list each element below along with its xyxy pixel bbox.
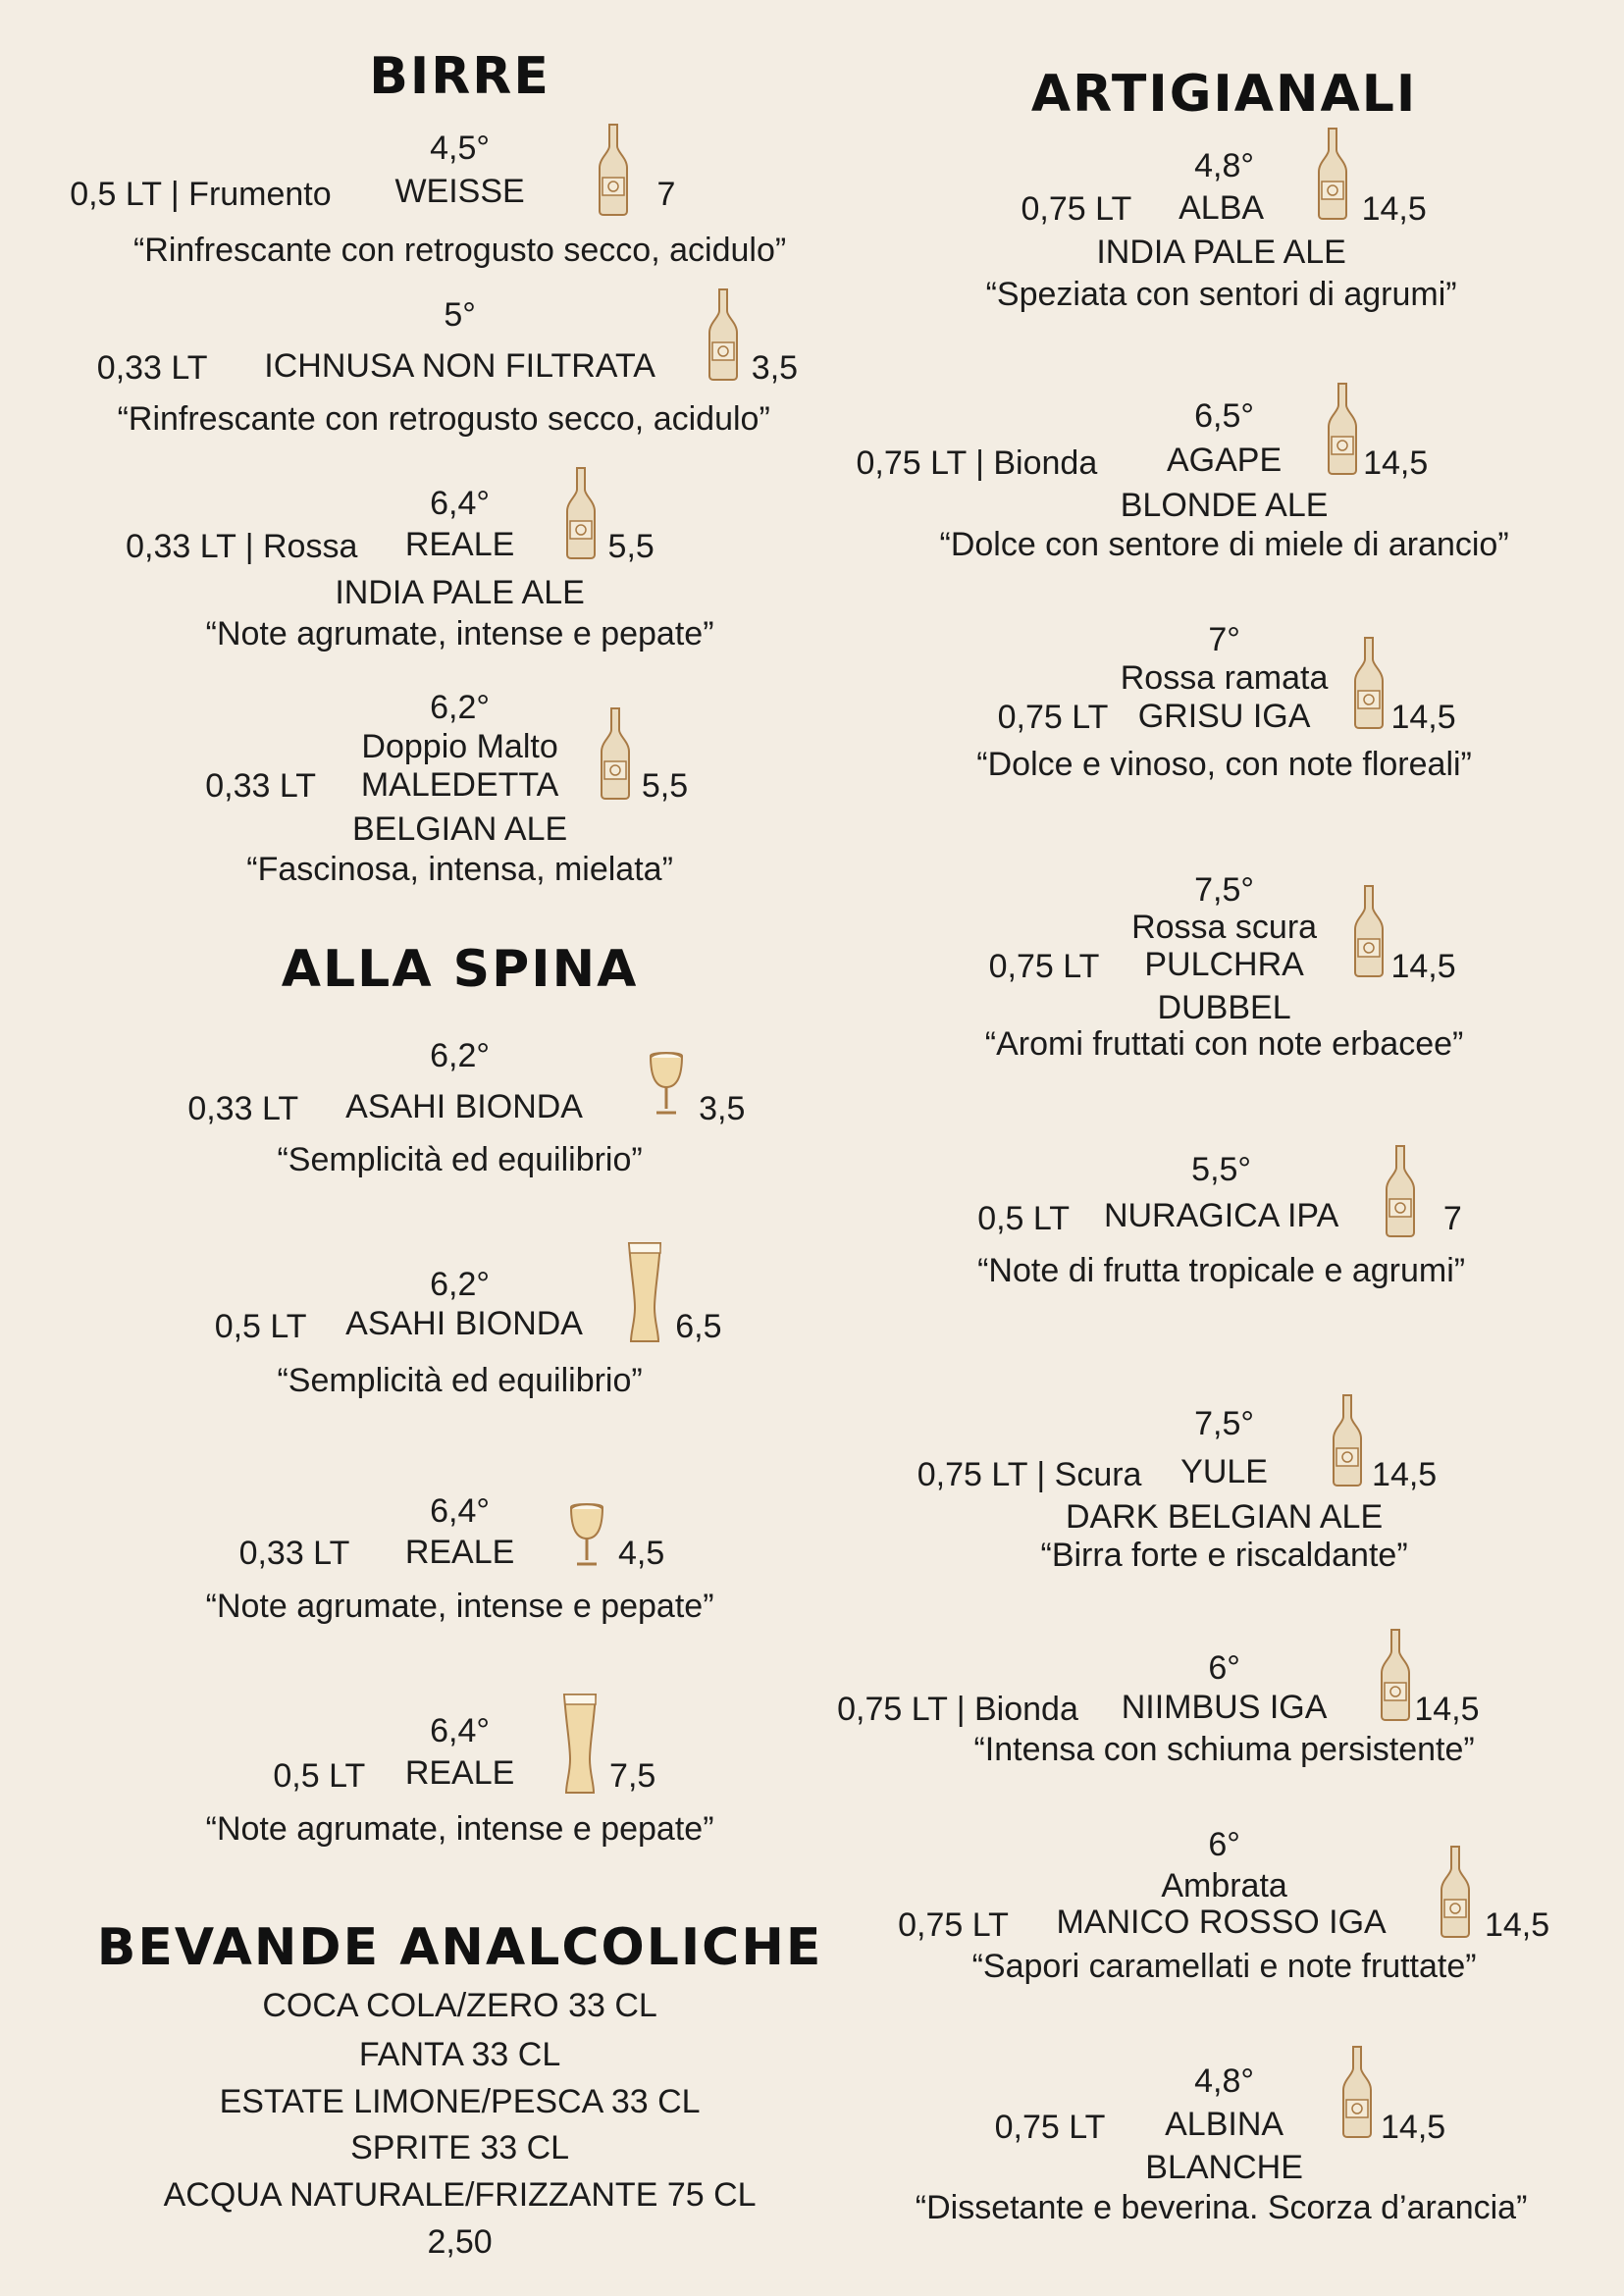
section-title-birre: BIRRE: [369, 46, 550, 106]
item-size: 0,33 LT | Rossa: [126, 527, 358, 565]
item-abv: 5°: [444, 295, 476, 334]
item-name: WEISSE: [394, 173, 525, 211]
item-name: ALBINA: [1165, 2106, 1284, 2144]
item-name: MALEDETTA: [360, 765, 559, 804]
item-abv: 6,2°: [430, 688, 491, 726]
item-desc: “Speziata con sentori di agrumi”: [985, 275, 1457, 313]
item-abv: 6,4°: [430, 1711, 491, 1749]
item-desc: “Dissetante e beverina. Scorza d’arancia”: [915, 2189, 1528, 2227]
item-size: 0,5 LT: [214, 1308, 307, 1346]
item-abv: 6,5°: [1194, 396, 1255, 435]
beer-bottle-icon: [707, 287, 740, 386]
item-size: 0,75 LT | Scura: [917, 1455, 1142, 1493]
item-name: ASAHI BIONDA: [345, 1088, 583, 1126]
item-price: 7,5: [609, 1757, 656, 1796]
item-style: BLONDE ALE: [1120, 486, 1329, 524]
item-name: YULE: [1180, 1452, 1268, 1490]
item-style: DARK BELGIAN ALE: [1066, 1498, 1384, 1537]
item-name: NIIMBUS IGA: [1121, 1689, 1328, 1727]
item-price: 7: [656, 176, 676, 214]
item-size: 0,75 LT: [898, 1906, 1009, 1945]
item-note: Doppio Malto: [361, 728, 558, 766]
item-abv: 6°: [1208, 1648, 1240, 1687]
item-size: 0,33 LT: [205, 767, 317, 806]
beer-bottle-icon: [564, 466, 598, 564]
beer-goblet-icon: [567, 1501, 606, 1574]
beer-goblet-icon: [647, 1050, 686, 1122]
beer-bottle-icon: [1379, 1628, 1412, 1726]
item-desc: “Note agrumate, intense e pepate”: [205, 1809, 714, 1848]
item-name: ALBA: [1179, 188, 1265, 227]
item-abv: 6,4°: [430, 485, 491, 523]
item-abv: 4,8°: [1194, 146, 1255, 184]
item-desc: “Sapori caramellati e note fruttate”: [971, 1948, 1477, 1986]
item-size: 0,5 LT: [273, 1757, 366, 1796]
item-style: BELGIAN ALE: [351, 809, 568, 848]
beer-bottle-icon: [1326, 382, 1359, 480]
item-abv: 4,8°: [1194, 2061, 1255, 2100]
beer-bottle-icon: [1439, 1845, 1472, 1943]
item-price: 14,5: [1372, 1455, 1438, 1493]
item-price: 14,5: [1390, 947, 1456, 985]
item-desc: “Note di frutta tropicale e agrumi”: [977, 1252, 1466, 1290]
item-price: 14,5: [1390, 699, 1456, 737]
item-price: 14,5: [1361, 190, 1427, 229]
item-abv: 7°: [1208, 621, 1240, 659]
item-size: 0,33 LT: [96, 348, 208, 387]
section-title-artigianali: ARTIGIANALI: [1030, 64, 1418, 124]
item-style: DUBBEL: [1157, 988, 1291, 1026]
item-size: 0,75 LT: [988, 947, 1100, 985]
item-note: Ambrata: [1161, 1867, 1287, 1905]
item-abv: 6,4°: [430, 1492, 491, 1531]
item-abv: 6°: [1208, 1826, 1240, 1864]
drink-line: ESTATE LIMONE/PESCA 33 CL: [219, 2082, 701, 2120]
drink-line: SPRITE 33 CL: [350, 2129, 570, 2167]
item-price: 7: [1442, 1199, 1462, 1237]
item-style: BLANCHE: [1145, 2148, 1303, 2186]
item-name: REALE: [404, 1754, 515, 1793]
item-price: 3,5: [699, 1089, 746, 1127]
item-name: REALE: [404, 526, 515, 564]
item-desc: “Note agrumate, intense e pepate”: [205, 1588, 714, 1626]
item-name: NURAGICA IPA: [1103, 1196, 1339, 1234]
item-desc: “Dolce e vinoso, con note floreali”: [976, 745, 1472, 783]
item-size: 0,75 LT: [997, 699, 1109, 737]
beer-bottle-icon: [597, 123, 630, 221]
item-abv: 7,5°: [1194, 871, 1255, 910]
drink-line: 2,50: [427, 2222, 493, 2261]
item-name: GRISU IGA: [1137, 697, 1311, 735]
beer-bottle-icon: [1331, 1393, 1364, 1491]
item-abv: 7,5°: [1194, 1404, 1255, 1442]
item-price: 5,5: [641, 767, 689, 806]
item-abv: 4,5°: [430, 129, 491, 167]
item-size: 0,5 LT: [977, 1199, 1071, 1237]
beer-bottle-icon: [1352, 636, 1386, 734]
item-desc: “Note agrumate, intense e pepate”: [205, 615, 714, 653]
item-price: 14,5: [1414, 1690, 1480, 1728]
item-desc: “Rinfrescante con retrogusto secco, acidulo”: [132, 232, 787, 270]
item-name: AGAPE: [1166, 441, 1283, 479]
item-name: REALE: [404, 1533, 515, 1571]
item-style: INDIA PALE ALE: [1096, 233, 1346, 271]
item-size: 0,33 LT: [187, 1089, 299, 1127]
item-price: 5,5: [607, 527, 655, 565]
item-note: Rossa scura: [1131, 908, 1318, 946]
item-name: ASAHI BIONDA: [345, 1305, 583, 1343]
item-abv: 5,5°: [1191, 1151, 1252, 1189]
item-size: 0,5 LT | Frumento: [70, 176, 332, 214]
item-price: 14,5: [1484, 1906, 1550, 1945]
item-desc: “Fascinosa, intensa, mielata”: [246, 851, 673, 889]
beer-bottle-icon: [599, 706, 632, 805]
item-price: 6,5: [675, 1308, 722, 1346]
item-size: 0,75 LT | Bionda: [856, 444, 1098, 482]
item-size: 0,33 LT: [238, 1535, 350, 1573]
item-name: ICHNUSA NON FILTRATA: [264, 347, 655, 386]
item-desc: “Aromi fruttati con note erbacee”: [984, 1025, 1464, 1064]
item-size: 0,75 LT | Bionda: [837, 1690, 1078, 1728]
beer-bottle-icon: [1316, 127, 1349, 225]
item-desc: “Intensa con schiuma persistente”: [973, 1731, 1475, 1769]
item-price: 4,5: [618, 1535, 665, 1573]
item-desc: “Semplicità ed equilibrio”: [277, 1362, 643, 1400]
beer-bottle-icon: [1384, 1144, 1417, 1242]
drink-line: ACQUA NATURALE/FRIZZANTE 75 CL: [163, 2176, 757, 2214]
beer-pint-icon: [626, 1239, 663, 1349]
item-note: Rossa ramata: [1120, 658, 1329, 697]
item-price: 3,5: [751, 348, 799, 387]
item-size: 0,75 LT: [994, 2109, 1106, 2147]
section-title-bevande-analcoliche: BEVANDE ANALCOLICHE: [96, 1917, 823, 1977]
item-size: 0,75 LT: [1021, 190, 1132, 229]
beer-pint-icon: [561, 1691, 599, 1800]
item-desc: “Birra forte e riscaldante”: [1040, 1536, 1408, 1574]
item-abv: 6,2°: [430, 1036, 491, 1074]
item-desc: “Dolce con sentore di miele di arancio”: [939, 526, 1509, 564]
item-price: 14,5: [1363, 444, 1429, 482]
section-title-alla-spina: ALLA SPINA: [281, 939, 639, 999]
drink-line: FANTA 33 CL: [358, 2035, 561, 2073]
drink-line: COCA COLA/ZERO 33 CL: [262, 1987, 657, 2025]
item-name: PULCHRA: [1144, 946, 1304, 984]
item-desc: “Semplicità ed equilibrio”: [277, 1140, 643, 1178]
item-abv: 6,2°: [430, 1265, 491, 1303]
item-price: 14,5: [1381, 2109, 1446, 2147]
item-style: INDIA PALE ALE: [335, 574, 585, 612]
beer-bottle-icon: [1352, 884, 1386, 982]
item-name: MANICO ROSSO IGA: [1056, 1904, 1387, 1942]
beer-bottle-icon: [1340, 2045, 1374, 2143]
item-desc: “Rinfrescante con retrogusto secco, acidulo”: [117, 399, 770, 438]
